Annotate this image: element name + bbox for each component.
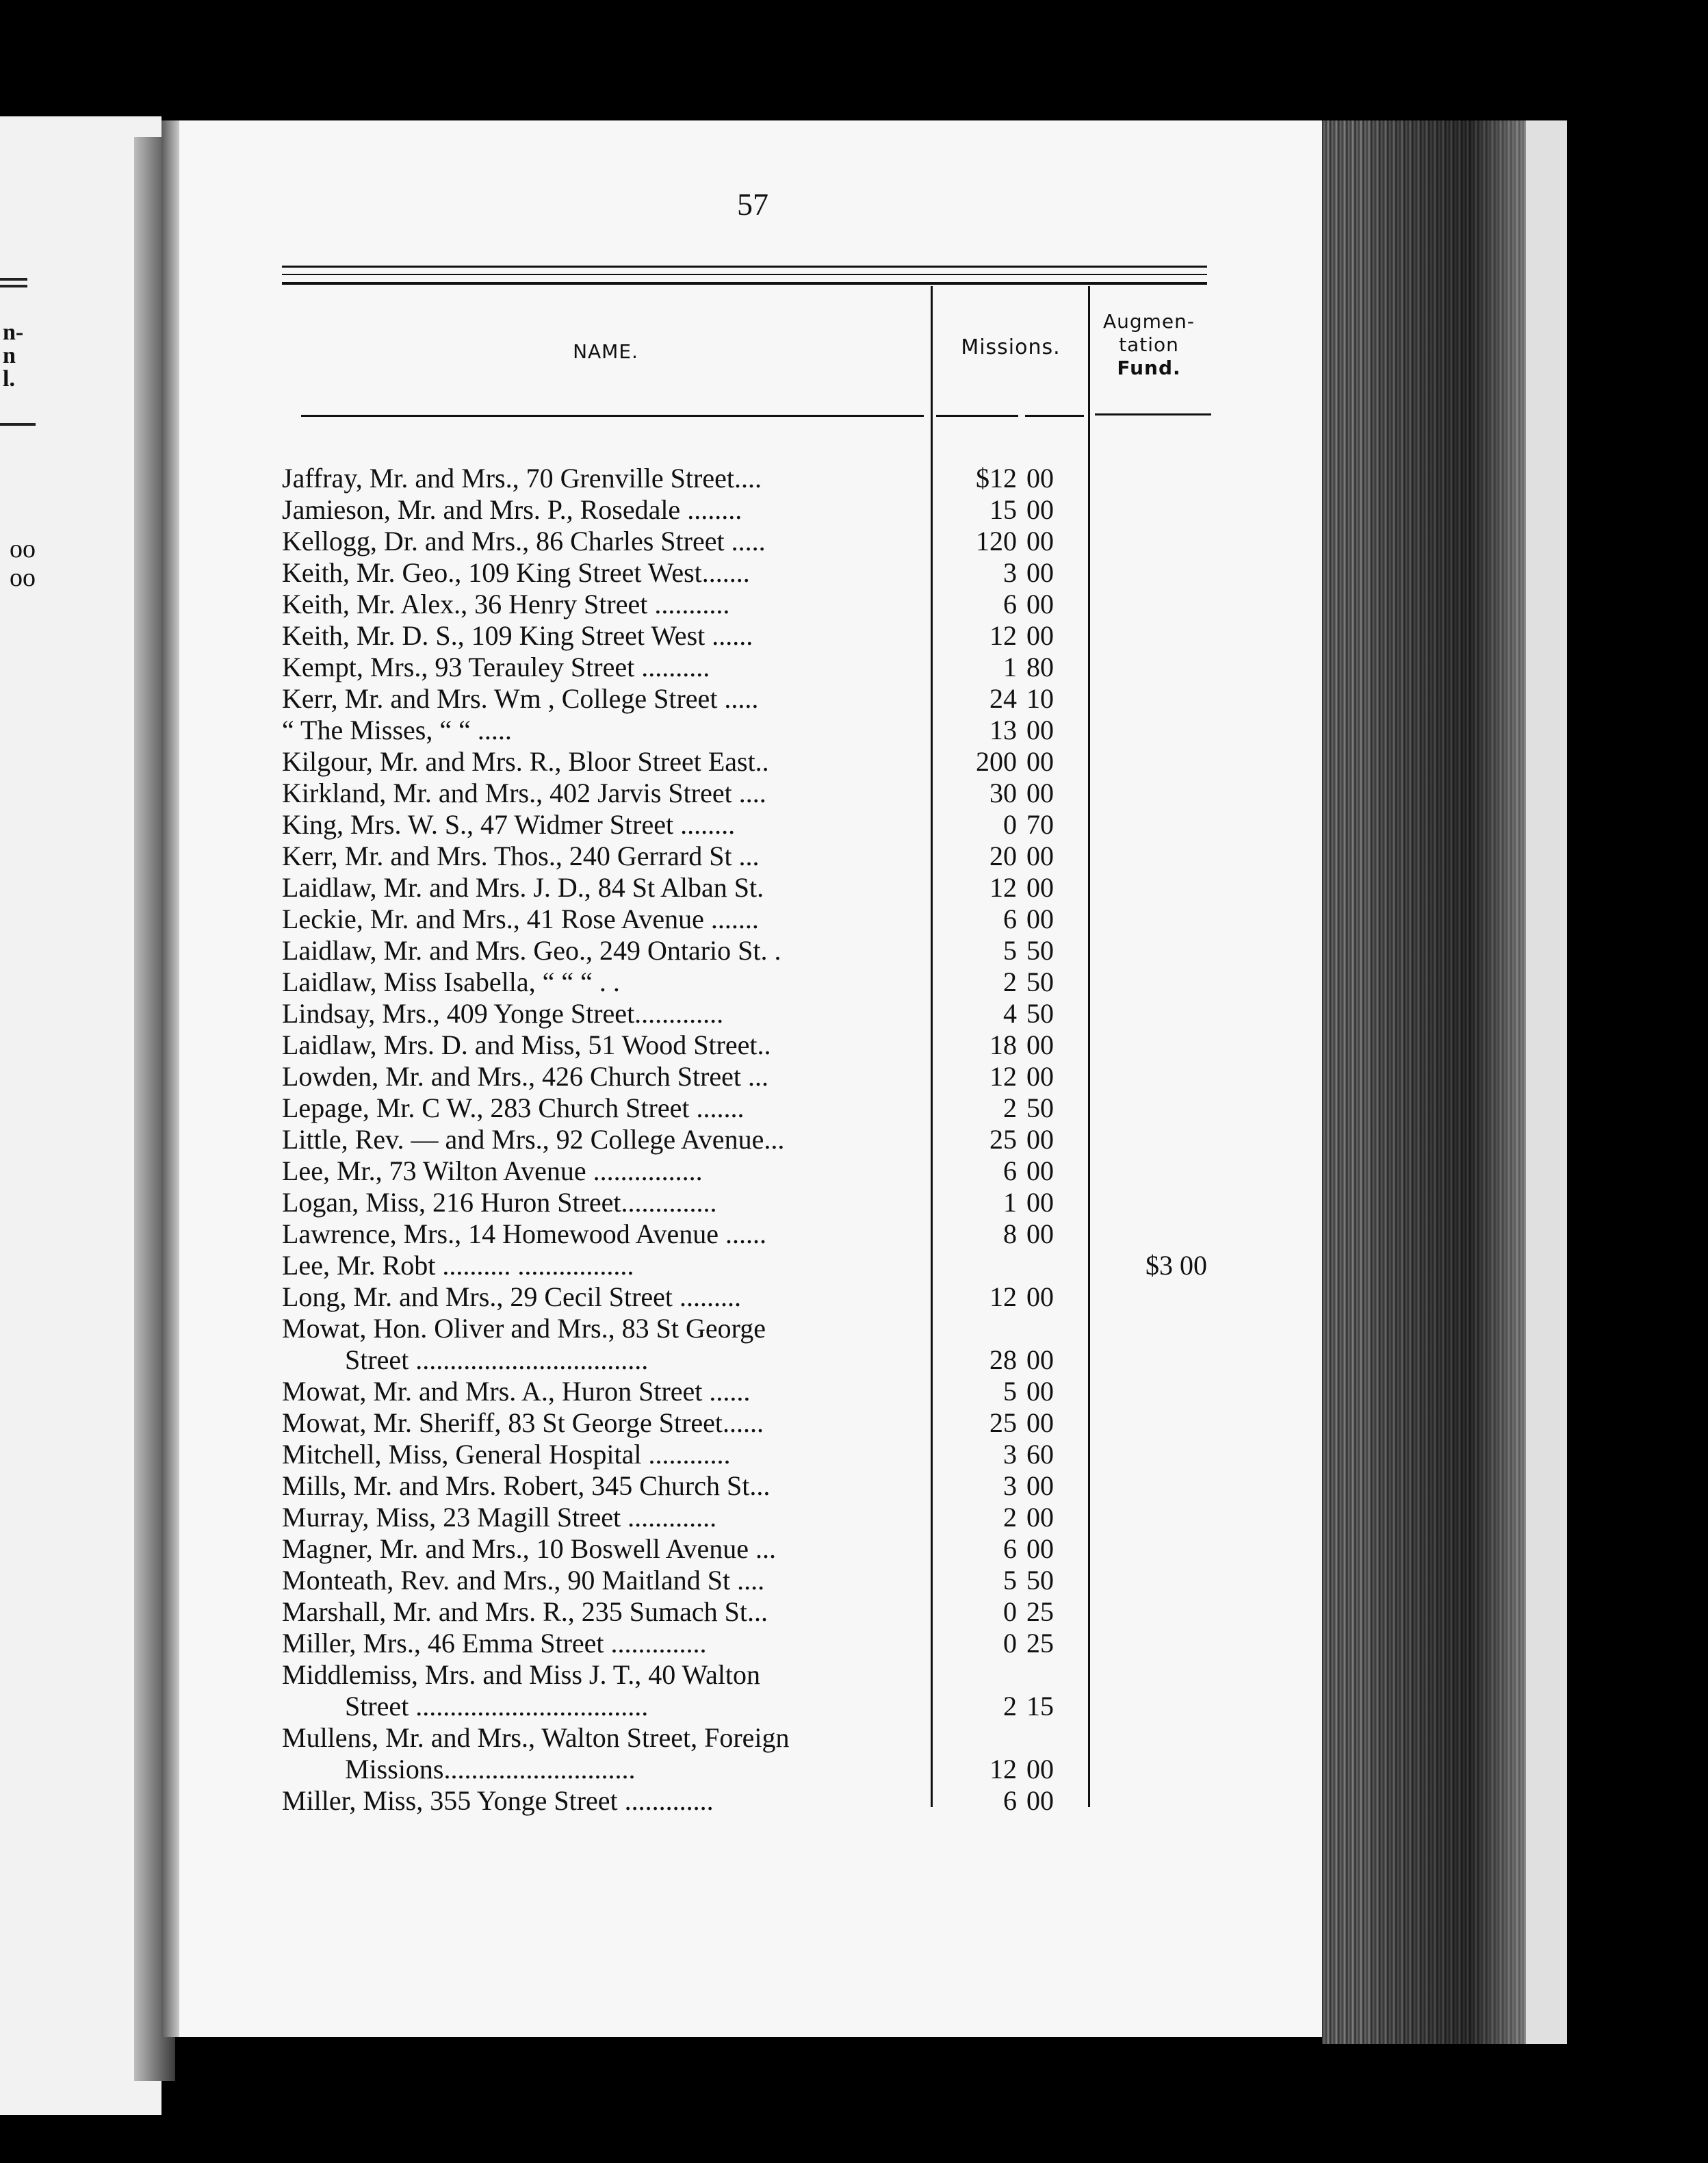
missions-cents: 50 bbox=[1026, 1565, 1054, 1596]
missions-cents: 00 bbox=[1026, 1029, 1054, 1060]
header-top-rule bbox=[282, 266, 1207, 268]
missions-dollars: 12 bbox=[989, 1754, 1017, 1784]
list-item bbox=[282, 526, 1054, 557]
list-item bbox=[282, 1250, 1207, 1281]
missions-cents: 00 bbox=[1026, 463, 1054, 494]
list-item bbox=[282, 1281, 1054, 1313]
left-page-head-fragment-2: n bbox=[3, 343, 16, 368]
list-item bbox=[282, 841, 1054, 872]
missions-dollars: 18 bbox=[989, 1029, 1017, 1060]
list-item bbox=[282, 1628, 1054, 1659]
contributor-name: Laidlaw, Mr. and Mrs. J. D., 84 St Alban St. bbox=[282, 872, 764, 903]
contributor-name: Kempt, Mrs., 93 Terauley Street .......... bbox=[282, 652, 710, 682]
list-item bbox=[282, 683, 1054, 715]
contributor-name: Kerr, Mr. and Mrs. Thos., 240 Gerrard St ... bbox=[282, 841, 760, 871]
contributor-name: Mowat, Hon. Oliver and Mrs., 83 St George bbox=[282, 1313, 766, 1344]
column-header-augmentation-2: tation bbox=[1119, 333, 1179, 356]
contributor-name: Mowat, Mr. Sheriff, 83 St George Street...... bbox=[282, 1407, 764, 1438]
list-item bbox=[282, 1218, 1054, 1250]
contributor-name: Mitchell, Miss, General Hospital ............ bbox=[282, 1439, 731, 1470]
missions-cents: 00 bbox=[1026, 778, 1054, 808]
contributor-name: Long, Mr. and Mrs., 29 Cecil Street ......... bbox=[282, 1281, 742, 1312]
contributor-name: Keith, Mr. Alex., 36 Henry Street ........... bbox=[282, 589, 730, 619]
list-item bbox=[282, 1722, 966, 1754]
missions-cents: 00 bbox=[1026, 746, 1054, 777]
missions-dollars: 6 bbox=[1003, 904, 1017, 934]
missions-cents: 00 bbox=[1026, 620, 1054, 651]
contributor-name: Laidlaw, Mrs. D. and Miss, 51 Wood Street.. bbox=[282, 1029, 771, 1060]
list-item bbox=[282, 1407, 1054, 1439]
missions-dollars: 6 bbox=[1003, 1155, 1017, 1186]
missions-cents: 00 bbox=[1026, 526, 1054, 556]
missions-dollars: 20 bbox=[989, 841, 1017, 871]
list-item bbox=[282, 1691, 1054, 1722]
missions-cents: 00 bbox=[1026, 1344, 1054, 1375]
contributor-name: Lepage, Mr. C W., 283 Church Street ....... bbox=[282, 1092, 745, 1123]
contributor-name: Laidlaw, Mr. and Mrs. Geo., 249 Ontario St. . bbox=[282, 935, 781, 966]
list-item bbox=[282, 1754, 1054, 1785]
missions-cents: 00 bbox=[1026, 1502, 1054, 1533]
list-item bbox=[282, 494, 1054, 526]
missions-dollars: 5 bbox=[1003, 1565, 1017, 1596]
contributor-name: Jamieson, Mr. and Mrs. P., Rosedale ........ bbox=[282, 494, 742, 525]
list-item bbox=[282, 1313, 966, 1344]
missions-dollars: $12 bbox=[976, 463, 1017, 494]
missions-dollars: 4 bbox=[1003, 998, 1017, 1029]
contributor-name: Logan, Miss, 216 Huron Street.............. bbox=[282, 1187, 717, 1218]
missions-dollars: 2 bbox=[1003, 1691, 1017, 1722]
list-item bbox=[282, 1470, 1054, 1502]
column-header-missions: Missions. bbox=[961, 335, 1061, 359]
contributor-name: Kirkland, Mr. and Mrs., 402 Jarvis Street .... bbox=[282, 778, 766, 808]
missions-dollars: 6 bbox=[1003, 1785, 1017, 1816]
missions-dollars: 30 bbox=[989, 778, 1017, 808]
list-item bbox=[282, 1533, 1054, 1565]
contributor-name: Lowden, Mr. and Mrs., 426 Church Street ... bbox=[282, 1061, 769, 1092]
list-item bbox=[282, 1061, 1054, 1092]
missions-dollars: 12 bbox=[989, 1061, 1017, 1092]
contributor-name: Kilgour, Mr. and Mrs. R., Bloor Street East.. bbox=[282, 746, 769, 777]
list-item bbox=[282, 1565, 1054, 1596]
header-top-rule-3 bbox=[282, 282, 1207, 285]
column-divider-missions-augmentation bbox=[1088, 286, 1090, 1807]
missions-cents: 00 bbox=[1026, 872, 1054, 903]
list-item bbox=[282, 746, 1054, 778]
missions-cents: 00 bbox=[1026, 1785, 1054, 1816]
missions-cents: 00 bbox=[1026, 1061, 1054, 1092]
missions-dollars: 13 bbox=[989, 715, 1017, 745]
missions-cents: 00 bbox=[1026, 589, 1054, 619]
list-item bbox=[282, 1092, 1054, 1124]
left-page-rule-head bbox=[0, 423, 36, 426]
missions-dollars: 200 bbox=[976, 746, 1017, 777]
missions-cents: 50 bbox=[1026, 967, 1054, 997]
contributor-name: Lawrence, Mrs., 14 Homewood Avenue ...... bbox=[282, 1218, 766, 1249]
missions-cents: 00 bbox=[1026, 1754, 1054, 1784]
missions-cents: 00 bbox=[1026, 1376, 1054, 1407]
missions-cents: 00 bbox=[1026, 1281, 1054, 1312]
left-page-head-fragment-3: l. bbox=[3, 366, 15, 392]
missions-dollars: 15 bbox=[989, 494, 1017, 525]
list-item bbox=[282, 998, 1054, 1029]
contributor-name: Lee, Mr. Robt .......... ................. bbox=[282, 1250, 634, 1281]
missions-cents: 00 bbox=[1026, 494, 1054, 525]
missions-cents: 25 bbox=[1026, 1596, 1054, 1627]
augmentation-amount: $3 00 bbox=[1146, 1250, 1207, 1281]
contributor-name: Middlemiss, Mrs. and Miss J. T., 40 Walton bbox=[282, 1659, 761, 1690]
missions-cents: 50 bbox=[1026, 935, 1054, 966]
list-item bbox=[282, 872, 1054, 904]
column-header-augmentation-3: Fund. bbox=[1117, 357, 1181, 379]
missions-cents: 00 bbox=[1026, 1155, 1054, 1186]
left-page-head-fragment-1: n- bbox=[3, 320, 24, 345]
left-page-rule-top bbox=[0, 278, 27, 281]
contributor-name: Mullens, Mr. and Mrs., Walton Street, Foreign bbox=[282, 1722, 790, 1753]
list-item bbox=[282, 904, 1054, 935]
missions-dollars: 25 bbox=[989, 1124, 1017, 1155]
list-item bbox=[282, 1596, 1054, 1628]
left-page-value-2: oo bbox=[10, 563, 36, 592]
contributor-name: King, Mrs. W. S., 47 Widmer Street ........ bbox=[282, 809, 736, 840]
missions-dollars: 0 bbox=[1003, 1596, 1017, 1627]
list-item bbox=[282, 1502, 1054, 1533]
contributor-name: Keith, Mr. Geo., 109 King Street West....... bbox=[282, 557, 750, 588]
contributor-name: Magner, Mr. and Mrs., 10 Boswell Avenue ... bbox=[282, 1533, 777, 1564]
contributor-name: Jaffray, Mr. and Mrs., 70 Grenville Street.... bbox=[282, 463, 762, 494]
missions-dollars: 5 bbox=[1003, 935, 1017, 966]
contributor-name: Leckie, Mr. and Mrs., 41 Rose Avenue ....... bbox=[282, 904, 759, 934]
missions-dollars: 0 bbox=[1003, 1628, 1017, 1659]
missions-cents: 60 bbox=[1026, 1439, 1054, 1470]
contributor-name: Marshall, Mr. and Mrs. R., 235 Sumach St... bbox=[282, 1596, 768, 1627]
list-item bbox=[282, 463, 1054, 494]
missions-cents: 00 bbox=[1026, 1533, 1054, 1564]
missions-dollars: 2 bbox=[1003, 1502, 1017, 1533]
missions-cents: 50 bbox=[1026, 1092, 1054, 1123]
missions-dollars: 120 bbox=[976, 526, 1017, 556]
contributor-name: Miller, Mrs., 46 Emma Street .............. bbox=[282, 1628, 707, 1659]
contributor-name: Street .................................. bbox=[345, 1344, 649, 1375]
missions-dollars: 0 bbox=[1003, 809, 1017, 840]
missions-cents: 70 bbox=[1026, 809, 1054, 840]
missions-dollars: 5 bbox=[1003, 1376, 1017, 1407]
missions-dollars: 12 bbox=[989, 872, 1017, 903]
missions-cents: 00 bbox=[1026, 1187, 1054, 1218]
missions-cents: 00 bbox=[1026, 557, 1054, 588]
missions-cents: 00 bbox=[1026, 1407, 1054, 1438]
missions-dollars: 12 bbox=[989, 1281, 1017, 1312]
missions-dollars: 8 bbox=[1003, 1218, 1017, 1249]
missions-dollars: 1 bbox=[1003, 1187, 1017, 1218]
left-page-rule-top-2 bbox=[0, 285, 27, 287]
contributor-name: Laidlaw, Miss Isabella, “ “ “ . . bbox=[282, 967, 620, 997]
contributor-name: Missions............................ bbox=[345, 1754, 636, 1784]
column-header-name: NAME. bbox=[573, 340, 638, 363]
page-number: 57 bbox=[737, 187, 768, 222]
list-item bbox=[282, 1376, 1054, 1407]
missions-cents: 00 bbox=[1026, 1124, 1054, 1155]
header-bottom-rule-name bbox=[301, 415, 924, 417]
missions-dollars: 3 bbox=[1003, 1470, 1017, 1501]
list-item bbox=[282, 715, 1054, 746]
missions-dollars: 2 bbox=[1003, 1092, 1017, 1123]
missions-cents: 00 bbox=[1026, 1218, 1054, 1249]
missions-cents: 00 bbox=[1026, 841, 1054, 871]
contributor-name: Mowat, Mr. and Mrs. A., Huron Street ...... bbox=[282, 1376, 751, 1407]
list-item bbox=[282, 935, 1054, 967]
missions-cents: 80 bbox=[1026, 652, 1054, 682]
missions-cents: 00 bbox=[1026, 904, 1054, 934]
list-item bbox=[282, 1155, 1054, 1187]
contributor-name: Little, Rev. — and Mrs., 92 College Avenue... bbox=[282, 1124, 785, 1155]
list-item bbox=[282, 1439, 1054, 1470]
missions-dollars: 12 bbox=[989, 620, 1017, 651]
contributor-name: Street .................................. bbox=[345, 1691, 649, 1722]
list-item bbox=[282, 1344, 1054, 1376]
list-item bbox=[282, 589, 1054, 620]
missions-cents: 15 bbox=[1026, 1691, 1054, 1722]
list-item bbox=[282, 809, 1054, 841]
list-item bbox=[282, 1187, 1054, 1218]
list-item bbox=[282, 1124, 1054, 1155]
header-bottom-rule-augmentation bbox=[1095, 413, 1211, 415]
list-item bbox=[282, 778, 1054, 809]
column-header-augmentation-1: Augmen- bbox=[1102, 310, 1195, 333]
subscription-list bbox=[282, 463, 1207, 1817]
list-item bbox=[282, 1659, 966, 1691]
contributor-name: Kerr, Mr. and Mrs. Wm , College Street ..... bbox=[282, 683, 759, 714]
missions-dollars: 24 bbox=[989, 683, 1017, 714]
book-fore-edge-shade bbox=[1369, 120, 1538, 2044]
list-item bbox=[282, 1785, 1054, 1817]
contributor-name: Lee, Mr., 73 Wilton Avenue ................ bbox=[282, 1155, 703, 1186]
list-item bbox=[282, 652, 1054, 683]
missions-dollars: 6 bbox=[1003, 589, 1017, 619]
left-page-value-1: oo bbox=[10, 535, 36, 563]
missions-cents: 10 bbox=[1026, 683, 1054, 714]
list-item bbox=[282, 967, 1054, 998]
list-item bbox=[282, 1029, 1054, 1061]
contributor-name: Lindsay, Mrs., 409 Yonge Street............. bbox=[282, 998, 724, 1029]
contributor-name: Monteath, Rev. and Mrs., 90 Maitland St .... bbox=[282, 1565, 765, 1596]
list-item bbox=[282, 620, 1054, 652]
missions-dollars: 3 bbox=[1003, 1439, 1017, 1470]
missions-cents: 00 bbox=[1026, 715, 1054, 745]
book-cover-edge bbox=[1526, 120, 1567, 2044]
header-bottom-rule-missions-dollars bbox=[936, 415, 1018, 417]
missions-dollars: 28 bbox=[989, 1344, 1017, 1375]
missions-dollars: 2 bbox=[1003, 967, 1017, 997]
contributor-name: Keith, Mr. D. S., 109 King Street West ...... bbox=[282, 620, 753, 651]
contributor-name: Murray, Miss, 23 Magill Street ............. bbox=[282, 1502, 717, 1533]
list-item bbox=[282, 557, 1054, 589]
missions-cents: 50 bbox=[1026, 998, 1054, 1029]
contributor-name: Mills, Mr. and Mrs. Robert, 345 Church St... bbox=[282, 1470, 771, 1501]
contributor-name: Kellogg, Dr. and Mrs., 86 Charles Street ..... bbox=[282, 526, 766, 556]
header-top-rule-2 bbox=[282, 274, 1207, 275]
missions-dollars: 6 bbox=[1003, 1533, 1017, 1564]
contributor-name: Miller, Miss, 355 Yonge Street ............. bbox=[282, 1785, 714, 1816]
missions-cents: 25 bbox=[1026, 1628, 1054, 1659]
header-bottom-rule-missions-cents bbox=[1025, 415, 1084, 417]
missions-dollars: 25 bbox=[989, 1407, 1017, 1438]
missions-dollars: 3 bbox=[1003, 557, 1017, 588]
contributor-name: “ The Misses, “ “ ..... bbox=[282, 715, 512, 745]
missions-dollars: 1 bbox=[1003, 652, 1017, 682]
missions-cents: 00 bbox=[1026, 1470, 1054, 1501]
